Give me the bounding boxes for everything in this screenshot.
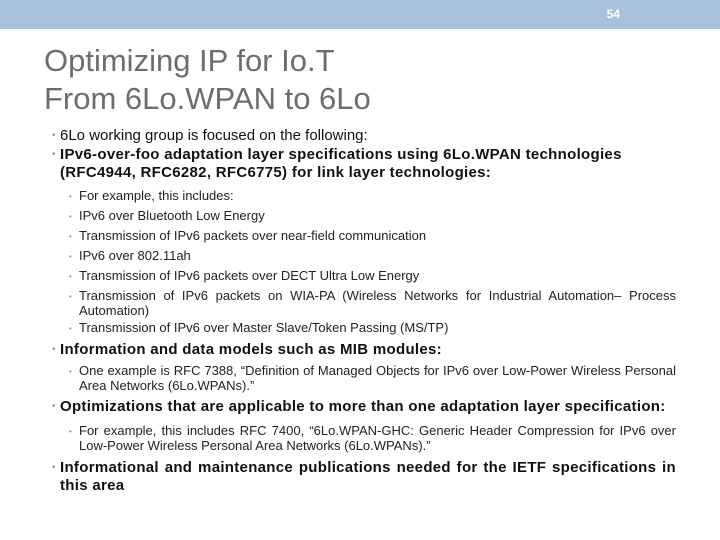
bullet-item [52, 341, 676, 359]
bullet-marker: • [52, 344, 56, 355]
sub-bullet-marker: • [69, 427, 72, 436]
sub-bullet-text: Transmission of IPv6 packets over DECT Ultra Low Energy [79, 268, 420, 283]
sub-bullet-item [52, 208, 676, 223]
sub-bullet-item [52, 188, 676, 203]
sub-bullet-marker: • [69, 252, 72, 261]
sub-bullet-marker: • [69, 367, 72, 376]
sub-bullet-item [52, 363, 676, 393]
bullet-item [52, 398, 676, 416]
bullet-item [52, 459, 676, 495]
bullet-marker: • [52, 462, 56, 473]
sub-bullet-text: IPv6 over Bluetooth Low Energy [79, 208, 265, 223]
title-line-1: Optimizing IP for Io.T [44, 43, 335, 78]
bullet-text: IPv6-over-foo adaptation layer specifications using 6Lo.WPAN technologies (RFC4944, RFC6282, RFC6775) for link layer technologies: [60, 146, 622, 181]
sub-bullet-marker: • [69, 272, 72, 281]
bullet-marker: • [52, 149, 56, 160]
bullet-marker: • [52, 130, 56, 141]
sub-bullet-text: Transmission of IPv6 packets on WIA-PA (Wireless Networks for Industrial Automation– Process Automation) [79, 288, 676, 318]
sub-bullet-item [52, 228, 676, 243]
bullet-item [52, 146, 676, 182]
sub-bullet-marker: • [69, 192, 72, 201]
bullet-marker: • [52, 401, 56, 412]
bullet-text: Optimizations that are applicable to more than one adaptation layer specification: [60, 398, 666, 415]
title-line-2: From 6Lo.WPAN to 6Lo [44, 81, 371, 116]
sub-bullet-item [52, 320, 676, 335]
sub-bullet-text: Transmission of IPv6 over Master Slave/Token Passing (MS/TP) [79, 320, 449, 335]
sub-bullet-text: For example, this includes: [79, 188, 234, 203]
sub-bullet-list [52, 363, 676, 393]
bullet-text: 6Lo working group is focused on the following: [60, 127, 368, 144]
sub-bullet-list [52, 188, 676, 335]
bullet-text: Informational and maintenance publications needed for the IETF specifications in this area [60, 459, 676, 494]
sub-bullet-text: For example, this includes RFC 7400, “6Lo.WPAN-GHC: Generic Header Compression for IPv6 over Low-Power Wireless Personal Area Networks (6Lo.WPANs).” [79, 423, 676, 453]
slide-number: 54 [606, 7, 620, 21]
bullet-list [52, 127, 676, 496]
sub-bullet-text: IPv6 over 802.11ah [79, 248, 191, 263]
slide-title [44, 42, 684, 118]
bullet-text: Information and data models such as MIB modules: [60, 341, 442, 358]
sub-bullet-text: Transmission of IPv6 packets over near-field communication [79, 228, 427, 243]
sub-bullet-marker: • [69, 212, 72, 221]
sub-bullet-item [52, 423, 676, 453]
header-bar [0, 0, 720, 29]
sub-bullet-item [52, 288, 676, 318]
sub-bullet-marker: • [69, 292, 72, 301]
sub-bullet-item [52, 248, 676, 263]
sub-bullet-marker: • [69, 324, 72, 333]
sub-bullet-marker: • [69, 232, 72, 241]
sub-bullet-text: One example is RFC 7388, “Definition of Managed Objects for IPv6 over Low-Power Wireless Personal Area Networks (6Lo.WPANs).” [79, 363, 676, 393]
sub-bullet-list [52, 423, 676, 453]
sub-bullet-item [52, 268, 676, 283]
bullet-item [52, 127, 676, 145]
